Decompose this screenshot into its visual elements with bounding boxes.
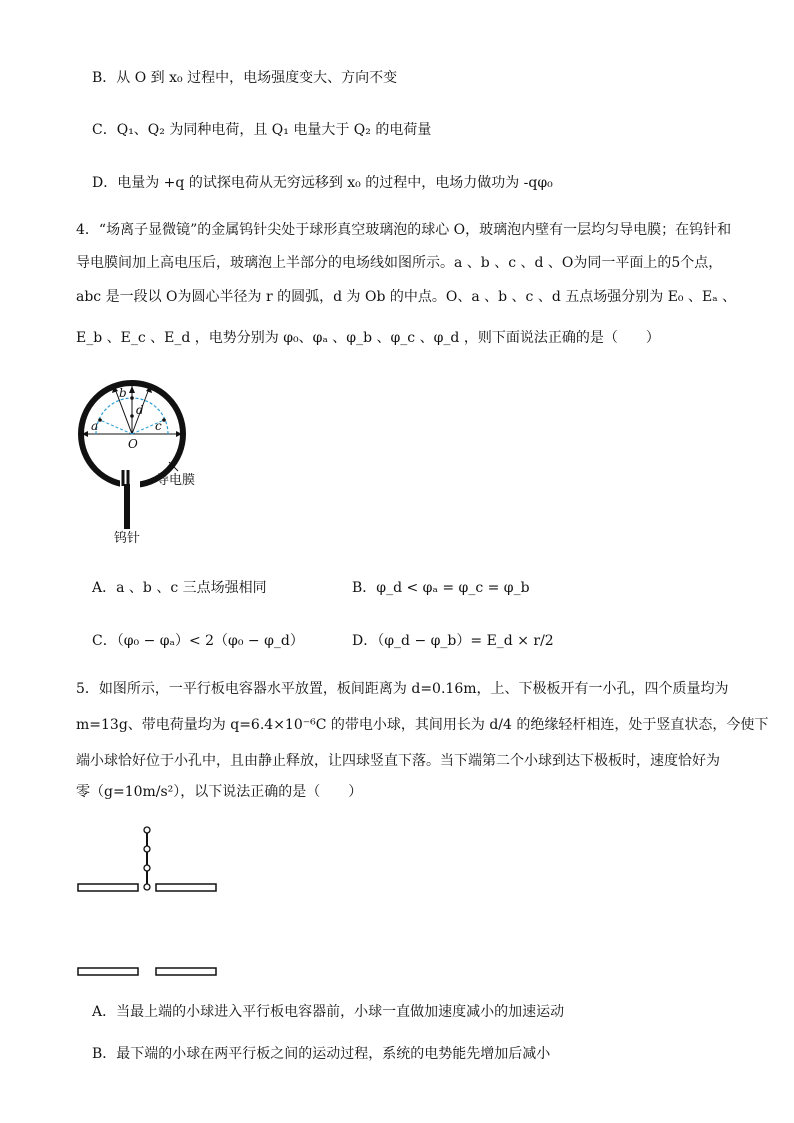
label-d: d	[136, 403, 144, 417]
q5-option-b: B．最下端的小球在两平行板之间的运动过程，系统的电势能先增加后减小	[92, 1046, 551, 1062]
lower-plate-left	[78, 968, 138, 975]
q5-option-a: A．当最上端的小球进入平行板电容器前，小球一直做加速度减小的加速运动	[92, 1004, 565, 1020]
lower-plate-right	[156, 968, 216, 975]
q4-line-1: 4．“场离子显微镜”的金属钨针尖处于球形真空玻璃泡的球心 O，玻璃泡内壁有一层均匀导电膜；在钨针和	[76, 222, 732, 238]
q5-figure	[72, 822, 232, 982]
q4-line-4: E_b 、E_c 、E_d ，电势分别为 φ₀、φₐ 、φ_b 、φ_c 、φ_d ，则下面说法正确的是（ ）	[76, 330, 660, 346]
label-b: b	[119, 386, 127, 400]
point-c	[162, 418, 166, 422]
q4-figure	[72, 372, 252, 552]
point-b	[130, 396, 134, 400]
ball-1	[144, 827, 150, 833]
tungsten-needle	[124, 484, 130, 529]
ball-4	[144, 884, 150, 890]
label-c: c	[155, 419, 162, 433]
upper-plate-right	[156, 884, 216, 891]
q4-option-a: A．a 、b 、c 三点场强相同	[92, 580, 267, 596]
prev-option-b: B．从 O 到 x₀ 过程中，电场强度变大、方向不变	[92, 70, 398, 86]
point-d	[130, 414, 134, 418]
q5-line-3: 端小球恰好位于小孔中，且由静止释放，让四球竖直下落。当下端第二个小球到达下极板时，速度恰好为	[76, 753, 720, 769]
label-o: O	[128, 437, 138, 451]
q5-line-1: 5．如图所示，一平行板电容器水平放置，板间距离为 d=0.16m，上、下极板开有一小孔，四个质量均为	[76, 681, 729, 697]
q4-option-c: C．（φ₀ − φₐ）< 2（φ₀ − φ_d）	[92, 633, 304, 649]
ball-2	[144, 846, 150, 852]
q5-line-2: m=13g、带电荷量均为 q=6.4×10⁻⁶C 的带电小球，其间用长为 d/4 的绝缘轻杆相连，处于竖直状态，今使下	[76, 717, 769, 733]
label-tungsten-needle: 钨针	[114, 531, 141, 546]
label-a: a	[91, 419, 99, 433]
prev-option-c: C．Q₁、Q₂ 为同种电荷，且 Q₁ 电量大于 Q₂ 的电荷量	[92, 122, 432, 138]
q4-option-d: D．（φ_d − φ_b）= E_d × r/2	[352, 633, 554, 649]
prev-option-d: D．电量为 +q 的试探电荷从无穷远移到 x₀ 的过程中，电场力做功为 -qφ₀	[92, 175, 553, 191]
q4-line-2: 导电膜间加上高电压后，玻璃泡上半部分的电场线如图所示。a 、b 、c 、d 、O为同一平面上的5个点，	[76, 255, 723, 271]
q4-option-b: B．φ_d < φₐ = φ_c = φ_b	[352, 580, 530, 596]
q5-line-4: 零（g=10m/s²），以下说法正确的是（ ）	[76, 784, 363, 800]
ball-3	[144, 865, 150, 871]
point-a	[98, 418, 102, 422]
upper-plate-left	[78, 884, 138, 891]
q4-line-3: abc 是一段以 O为圆心半径为 r 的圆弧，d 为 Ob 的中点。O、a 、b 、c 、d 五点场强分别为 E₀ 、Eₐ 、	[76, 289, 737, 305]
label-conductive-film: 导电膜	[156, 473, 196, 488]
